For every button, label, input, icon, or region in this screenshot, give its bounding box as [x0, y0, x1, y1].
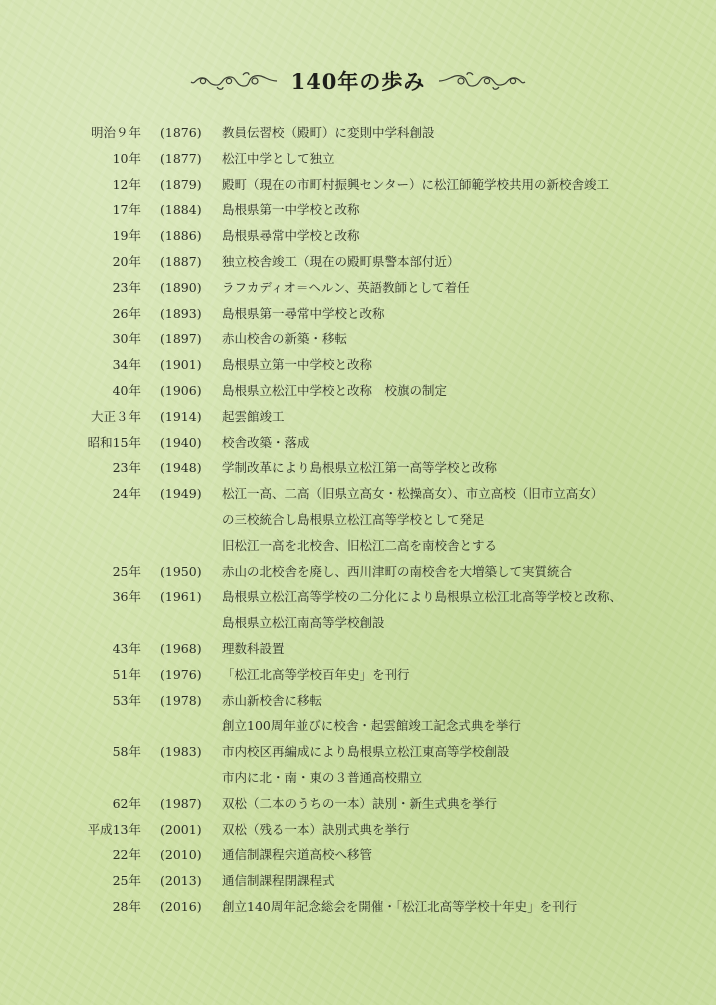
- event-text: 理数科設置: [222, 640, 285, 656]
- event-text: 市内に北・南・東の３普通高校鼎立: [222, 769, 423, 785]
- timeline-row: [0, 662, 716, 688]
- timeline-row: [0, 533, 716, 559]
- western-year: (1914): [160, 408, 202, 424]
- event-text: 通信制課程宍道高校へ移管: [222, 847, 373, 863]
- title-block: [0, 66, 716, 96]
- western-year: (2016): [160, 898, 202, 914]
- era-year: 17年: [112, 202, 141, 218]
- era-year: 25年: [112, 873, 141, 889]
- event-text: 殿町（現在の市町村振興センター）に松江師範学校共用の新校舎竣工: [222, 176, 610, 192]
- western-year: (1886): [160, 228, 202, 244]
- timeline-row: [0, 791, 716, 817]
- era-year: 明治９年: [90, 125, 141, 140]
- era-year: 62年: [112, 795, 141, 811]
- western-year: (1950): [160, 563, 202, 579]
- timeline-row: [0, 172, 716, 198]
- era-year: 19年: [112, 228, 141, 244]
- era-year: 23年: [112, 460, 141, 476]
- event-text: 市内校区再編成により島根県立松江東高等学校創設: [222, 744, 510, 760]
- event-text: 創立100周年並びに校舎・起雲館竣工記念式典を挙行: [222, 718, 521, 734]
- timeline-row: [0, 868, 716, 894]
- western-year: (1978): [160, 692, 202, 708]
- timeline-row: [0, 636, 716, 662]
- event-text: 双松（二本のうちの一本）訣別・新生式典を挙行: [222, 795, 498, 811]
- western-year: (1940): [160, 434, 202, 450]
- event-text: 島根県立第一中学校と改称: [222, 357, 373, 373]
- era-year: 26年: [112, 305, 141, 321]
- western-year: (1897): [160, 331, 202, 347]
- event-text: 赤山校舎の新築・移転: [222, 331, 348, 347]
- event-text: 通信制課程閉課程式: [222, 873, 335, 889]
- timeline-row: [0, 842, 716, 868]
- western-year: (1948): [160, 460, 202, 476]
- era-year: 昭和15年: [87, 434, 141, 450]
- timeline-row: [0, 688, 716, 714]
- event-text: 独立校舎竣工（現在の殿町県警本部付近）: [222, 253, 460, 269]
- timeline-row: [0, 455, 716, 481]
- timeline-row: [0, 378, 716, 404]
- timeline-row: [0, 223, 716, 249]
- event-text: 「松江北高等学校百年史」を刊行: [222, 666, 410, 682]
- era-year: 22年: [112, 847, 141, 863]
- timeline-row: [0, 817, 716, 843]
- timeline-row: [0, 430, 716, 456]
- event-text: 校舎改築・落成: [222, 434, 310, 450]
- era-year: 10年: [112, 150, 141, 166]
- event-text: 松江一高、二高（旧県立高女・松操高女）、市立高校（旧市立高女）: [222, 486, 604, 502]
- right-flourish-icon: [437, 70, 529, 92]
- western-year: (1968): [160, 640, 202, 656]
- era-year: 平成13年: [87, 821, 141, 837]
- timeline-row: [0, 507, 716, 533]
- era-year: 24年: [112, 486, 141, 502]
- western-year: (1890): [160, 279, 202, 295]
- timeline-row: [0, 120, 716, 146]
- western-year: (2010): [160, 847, 202, 863]
- era-year: 30年: [112, 331, 141, 347]
- history-timeline: [0, 120, 716, 920]
- era-year: 25年: [112, 563, 141, 579]
- era-year: 28年: [112, 898, 141, 914]
- western-year: (1877): [160, 150, 202, 166]
- timeline-row: [0, 326, 716, 352]
- western-year: (1884): [160, 202, 202, 218]
- event-text: 旧松江一高を北校舎、旧松江二高を南校舎とする: [222, 537, 498, 553]
- timeline-row: [0, 765, 716, 791]
- page-title: 140年の歩み: [290, 69, 426, 94]
- western-year: (1983): [160, 744, 202, 760]
- western-year: (1949): [160, 486, 202, 502]
- era-year: 20年: [112, 253, 141, 269]
- event-text: 島根県第一尋常中学校と改称: [222, 305, 385, 321]
- timeline-row: [0, 481, 716, 507]
- era-year: 23年: [112, 279, 141, 295]
- event-text: 島根県立松江中学校と改称 校旗の制定: [222, 382, 448, 398]
- timeline-row: [0, 404, 716, 430]
- era-year: 43年: [112, 640, 141, 656]
- western-year: (1901): [160, 357, 202, 373]
- event-text: 島根県立松江高等学校の二分化により島根県立松江北高等学校と改称、: [222, 589, 623, 605]
- western-year: (1879): [160, 176, 202, 192]
- event-text: 島根県尋常中学校と改称: [222, 228, 360, 244]
- western-year: (2013): [160, 873, 202, 889]
- timeline-row: [0, 197, 716, 223]
- western-year: (2001): [160, 821, 202, 837]
- event-text: 双松（残る一本）訣別式典を挙行: [222, 821, 410, 837]
- event-text: ラフカディオ＝ヘルン、英語教師として着任: [222, 279, 470, 295]
- event-text: 学制改革により島根県立松江第一高等学校と改称: [222, 460, 498, 476]
- timeline-row: [0, 146, 716, 172]
- timeline-row: [0, 249, 716, 275]
- western-year: (1887): [160, 253, 202, 269]
- western-year: (1987): [160, 795, 202, 811]
- timeline-row: [0, 584, 716, 610]
- era-year: 40年: [112, 382, 141, 398]
- left-flourish-icon: [187, 70, 279, 92]
- western-year: (1876): [160, 125, 202, 140]
- event-text: 松江中学として独立: [222, 150, 335, 166]
- timeline-row: [0, 894, 716, 920]
- era-year: 51年: [112, 666, 141, 682]
- timeline-row: [0, 275, 716, 301]
- event-text: 赤山の北校舎を廃し、西川津町の南校舎を大増築して実質統合: [222, 563, 573, 579]
- timeline-row: [0, 713, 716, 739]
- event-text: の三校統合し島根県立松江高等学校として発足: [222, 511, 485, 527]
- era-year: 34年: [112, 357, 141, 373]
- timeline-row: [0, 301, 716, 327]
- event-text: 創立140周年記念総会を開催・「松江北高等学校十年史」を刊行: [222, 898, 578, 914]
- era-year: 53年: [112, 692, 141, 708]
- timeline-row: [0, 610, 716, 636]
- event-text: 赤山新校舎に移転: [222, 692, 323, 708]
- event-text: 島根県第一中学校と改称: [222, 202, 360, 218]
- era-year: 36年: [112, 589, 141, 605]
- event-text: 島根県立松江南高等学校創設: [222, 615, 385, 631]
- timeline-row: [0, 739, 716, 765]
- event-text: 教員伝習校（殿町）に変則中学科創設: [222, 125, 435, 140]
- era-year: 58年: [112, 744, 141, 760]
- western-year: (1976): [160, 666, 202, 682]
- timeline-row: [0, 559, 716, 585]
- western-year: (1906): [160, 382, 202, 398]
- event-text: 起雲館竣工: [222, 408, 285, 424]
- western-year: (1961): [160, 589, 202, 605]
- era-year: 12年: [112, 176, 141, 192]
- era-year: 大正３年: [90, 408, 141, 424]
- timeline-row: [0, 352, 716, 378]
- western-year: (1893): [160, 305, 202, 321]
